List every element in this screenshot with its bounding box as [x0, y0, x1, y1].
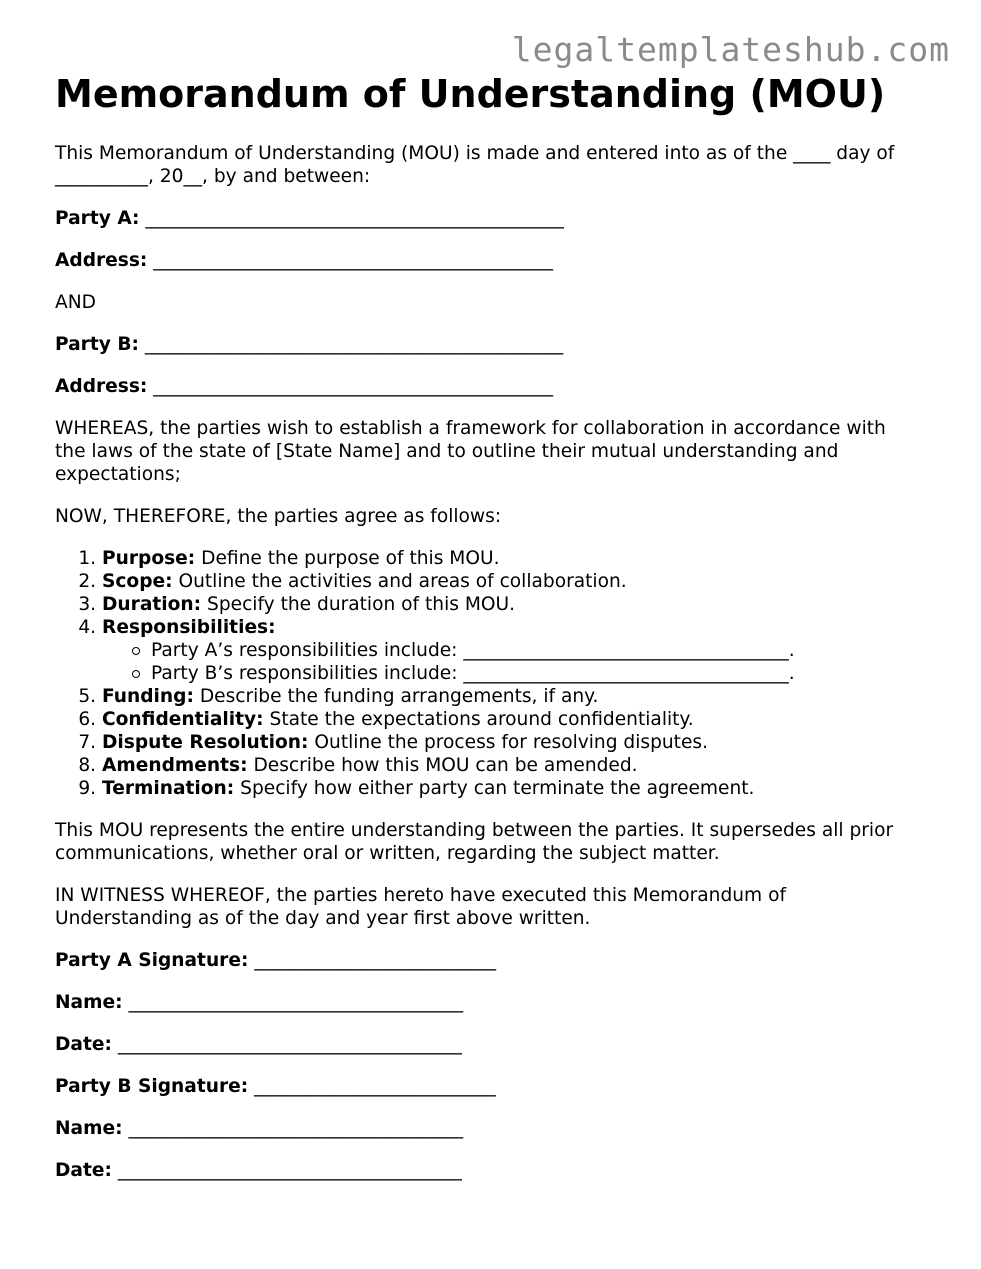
- term-text: Specify how either party can terminate the agreement.: [234, 778, 755, 799]
- whereas-paragraph: [55, 417, 935, 486]
- party-a-date-blank[interactable]: _____________________________________: [117, 1034, 462, 1055]
- watermark: legaltemplateshub.com: [511, 30, 950, 69]
- party-a-signature-blank[interactable]: __________________________: [254, 950, 497, 971]
- party-a-signature-label: Party A Signature:: [55, 950, 249, 971]
- party-b-signature-field: [55, 1075, 935, 1098]
- term-text: Describe how this MOU can be amended.: [247, 755, 638, 776]
- term-label: Termination:: [102, 778, 235, 799]
- now-therefore-paragraph: NOW, THEREFORE, the parties agree as follows:: [55, 506, 502, 527]
- term-label: Responsibilities:: [102, 617, 276, 638]
- intro-line-1: This Memorandum of Understanding (MOU) is made and entered into as of the ____ day of: [55, 143, 895, 164]
- entire-agreement-paragraph: [55, 819, 935, 865]
- term-text: Specify the duration of this MOU.: [201, 594, 516, 615]
- entire-line-2: communications, whether oral or written, regarding the subject matter.: [55, 843, 720, 864]
- term-item: [102, 593, 935, 616]
- party-b-address-blank[interactable]: ___________________________________________: [153, 376, 554, 397]
- term-label: Dispute Resolution:: [102, 732, 309, 753]
- term-item: [102, 777, 935, 800]
- and-separator: AND: [55, 292, 96, 313]
- party-b-signature-label: Party B Signature:: [55, 1076, 249, 1097]
- party-b-name-blank[interactable]: ____________________________________: [128, 1118, 464, 1139]
- intro-paragraph: [55, 142, 935, 188]
- party-a-signature-field: [55, 949, 935, 972]
- term-text: Describe the funding arrangements, if any.: [193, 686, 599, 707]
- whereas-line-2: the laws of the state of [State Name] and to outline their mutual understanding and: [55, 441, 839, 462]
- party-a-label: Party A:: [55, 208, 140, 229]
- responsibility-item[interactable]: Party A’s responsibilities include: ___________________________________.: [151, 639, 935, 662]
- party-b-date-blank[interactable]: _____________________________________: [117, 1160, 462, 1181]
- party-b-label: Party B:: [55, 334, 139, 355]
- responsibilities-list: [102, 639, 935, 685]
- term-label: Amendments:: [102, 755, 248, 776]
- party-a-address-label: Address:: [55, 250, 148, 271]
- witness-line-1: IN WITNESS WHEREOF, the parties hereto have executed this Memorandum of: [55, 885, 787, 906]
- entire-line-1: This MOU represents the entire understanding between the parties. It supersedes all prior: [55, 820, 894, 841]
- term-label: Funding:: [102, 686, 194, 707]
- party-b-field: [55, 333, 935, 356]
- party-b-name-label: Name:: [55, 1118, 123, 1139]
- party-a-name-blank[interactable]: ____________________________________: [128, 992, 464, 1013]
- intro-line-2: __________, 20__, by and between:: [55, 166, 371, 187]
- term-item: [102, 570, 935, 593]
- term-item: [102, 616, 935, 685]
- party-a-field: [55, 207, 935, 230]
- party-a-date-label: Date:: [55, 1034, 112, 1055]
- party-a-address-blank[interactable]: ___________________________________________: [153, 250, 554, 271]
- party-b-blank[interactable]: _____________________________________________: [144, 334, 564, 355]
- page-title: Memorandum of Understanding (MOU): [55, 72, 886, 116]
- document: [55, 72, 935, 1182]
- terms-list: [55, 547, 935, 800]
- party-b-date-label: Date:: [55, 1160, 112, 1181]
- term-item: [102, 708, 935, 731]
- term-label: Scope:: [102, 571, 173, 592]
- term-item: [102, 754, 935, 777]
- term-label: Purpose:: [102, 548, 196, 569]
- witness-paragraph: [55, 884, 935, 930]
- term-text: Outline the activities and areas of collaboration.: [172, 571, 627, 592]
- term-label: Duration:: [102, 594, 202, 615]
- party-a-name-field: [55, 991, 935, 1014]
- party-a-name-label: Name:: [55, 992, 123, 1013]
- party-b-signature-blank[interactable]: __________________________: [254, 1076, 496, 1097]
- party-b-date-field: [55, 1159, 935, 1182]
- term-item: [102, 547, 935, 570]
- party-a-date-field: [55, 1033, 935, 1056]
- term-text: State the expectations around confidentiality.: [263, 709, 694, 730]
- party-b-address-label: Address:: [55, 376, 148, 397]
- term-text: Outline the process for resolving disputes.: [308, 732, 708, 753]
- witness-line-2: Understanding as of the day and year first above written.: [55, 908, 591, 929]
- responsibility-item[interactable]: Party B’s responsibilities include: ___________________________________.: [151, 662, 935, 685]
- whereas-line-3: expectations;: [55, 464, 181, 485]
- party-b-address-field: [55, 375, 935, 398]
- term-label: Confidentiality:: [102, 709, 264, 730]
- party-a-address-field: [55, 249, 935, 272]
- term-item: [102, 685, 935, 708]
- party-a-blank[interactable]: _____________________________________________: [145, 208, 564, 229]
- whereas-line-1: WHEREAS, the parties wish to establish a framework for collaboration in accordance with: [55, 418, 886, 439]
- term-text: Define the purpose of this MOU.: [195, 548, 500, 569]
- term-item: [102, 731, 935, 754]
- party-b-name-field: [55, 1117, 935, 1140]
